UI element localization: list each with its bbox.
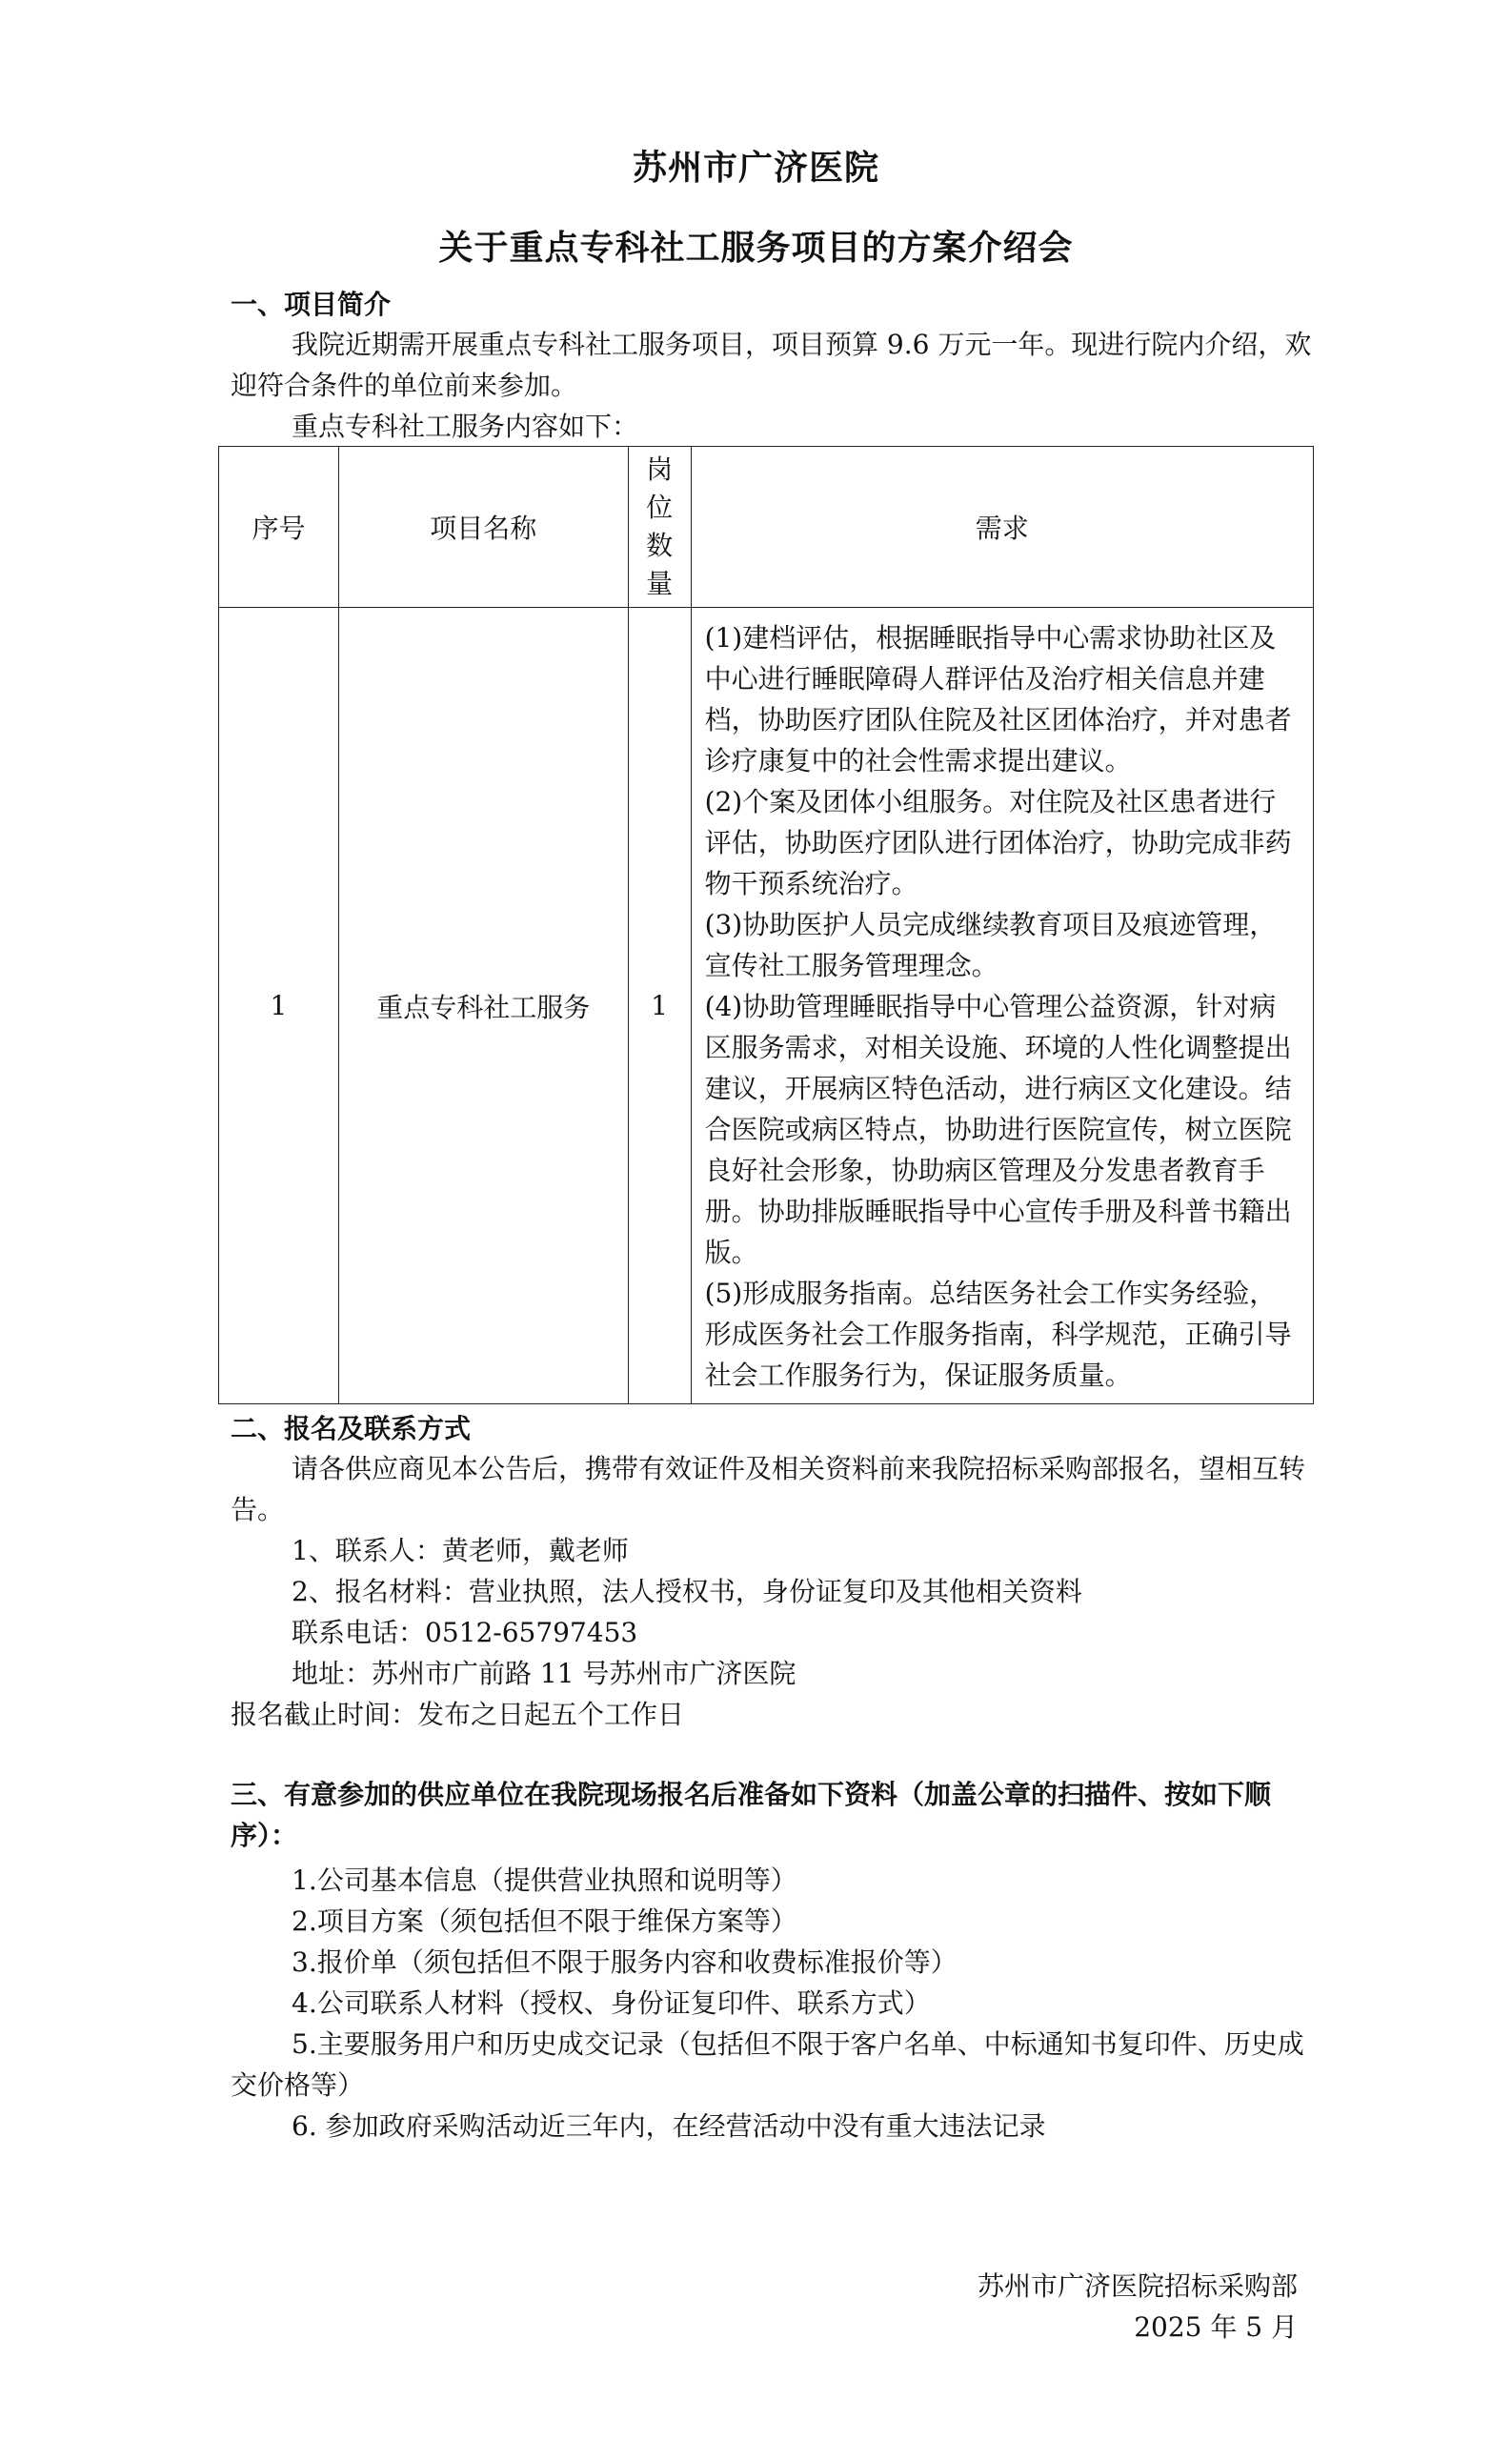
requirement-item: (4)协助管理睡眠指导中心管理公益资源，针对病区服务需求，对相关设施、环境的人性化调整提出建议，开展病区特色活动，进行病区文化建设。结合医院或病区特点，协助进行医院宣传，树立医院良好社会形象，协助病区管理及分发患者教育手册。协助排版睡眠指导中心宣传手册及科普书籍出版。	[704, 991, 1292, 1268]
list-item: 1.公司基本信息（提供营业执照和说明等）	[292, 1865, 797, 1896]
cell-name: 重点专科社工服务	[338, 608, 628, 1404]
cell-requirements	[691, 608, 1313, 1404]
registration-materials: 2、报名材料：营业执照，法人授权书，身份证复印及其他相关资料	[292, 1576, 1082, 1607]
requirement-item: (1)建档评估，根据睡眠指导中心需求协助社区及中心进行睡眠障碍人群评估及治疗相关信息并建档，协助医疗团队住院及社区团体治疗，并对患者诊疗康复中的社会性需求提出建议。	[704, 622, 1292, 776]
header-qty-char: 位	[646, 492, 674, 523]
service-table	[218, 446, 1314, 1404]
requirement-item: (3)协助医护人员完成继续教育项目及痕迹管理，宣传社工服务管理理念。	[704, 909, 1277, 981]
header-requirements: 需求	[691, 447, 1313, 608]
list-item: 4.公司联系人材料（授权、身份证复印件、联系方式）	[292, 1987, 931, 2019]
section-heading-1: 一、项目简介	[231, 289, 392, 320]
cell-seq: 1	[219, 608, 339, 1404]
header-name: 项目名称	[338, 447, 628, 608]
table-header-row	[219, 447, 1314, 608]
contact-phone: 联系电话：0512-65797453	[292, 1617, 638, 1648]
signature-date: 2025 年 5 月	[1134, 2311, 1298, 2343]
signature-org: 苏州市广济医院招标采购部	[977, 2270, 1298, 2302]
page-subtitle: 关于重点专科社工服务项目的方案介绍会	[438, 229, 1074, 268]
page-title: 苏州市广济医院	[632, 149, 879, 188]
list-item: 3.报价单（须包括但不限于服务内容和收费标准报价等）	[292, 1946, 958, 1978]
header-qty	[628, 447, 691, 608]
registration-deadline: 报名截止时间：发布之日起五个工作日	[231, 1699, 685, 1730]
registration-paragraph: 请各供应商见本公告后，携带有效证件及相关资料前来我院招标采购部报名，望相互转告。	[231, 1453, 1306, 1525]
list-item: 5.主要服务用户和历史成交记录（包括但不限于客户名单、中标通知书复印件、历史成交价格等）	[231, 2028, 1304, 2101]
header-qty-char: 量	[646, 568, 674, 599]
table-row	[219, 608, 1314, 1404]
cell-qty: 1	[628, 608, 691, 1404]
list-item: 6. 参加政府采购活动近三年内，在经营活动中没有重大违法记录	[292, 2110, 1046, 2142]
header-qty-char: 数	[646, 530, 674, 561]
requirement-item: (2)个案及团体小组服务。对住院及社区患者进行评估，协助医疗团队进行团体治疗，协助完成非药物干预系统治疗。	[704, 786, 1292, 899]
intro-paragraph: 我院近期需开展重点专科社工服务项目，项目预算 9.6 万元一年。现进行院内介绍，欢迎符合条件的单位前来参加。	[231, 329, 1312, 401]
section-heading-2: 二、报名及联系方式	[231, 1413, 472, 1444]
contact-person: 1、联系人：黄老师，戴老师	[292, 1535, 629, 1566]
content-label: 重点专科社工服务内容如下：	[292, 411, 639, 442]
requirement-item: (5)形成服务指南。总结医务社会工作实务经验，形成医务社会工作服务指南，科学规范，正确引导社会工作服务行为，保证服务质量。	[704, 1278, 1292, 1391]
header-qty-char: 岗	[646, 454, 674, 485]
list-item: 2.项目方案（须包括但不限于维保方案等）	[292, 1905, 797, 1937]
header-seq: 序号	[219, 447, 339, 608]
contact-address: 地址：苏州市广前路 11 号苏州市广济医院	[292, 1658, 796, 1689]
section-heading-3: 三、有意参加的供应单位在我院现场报名后准备如下资料（加盖公章的扫描件、按如下顺序）：	[231, 1779, 1272, 1851]
